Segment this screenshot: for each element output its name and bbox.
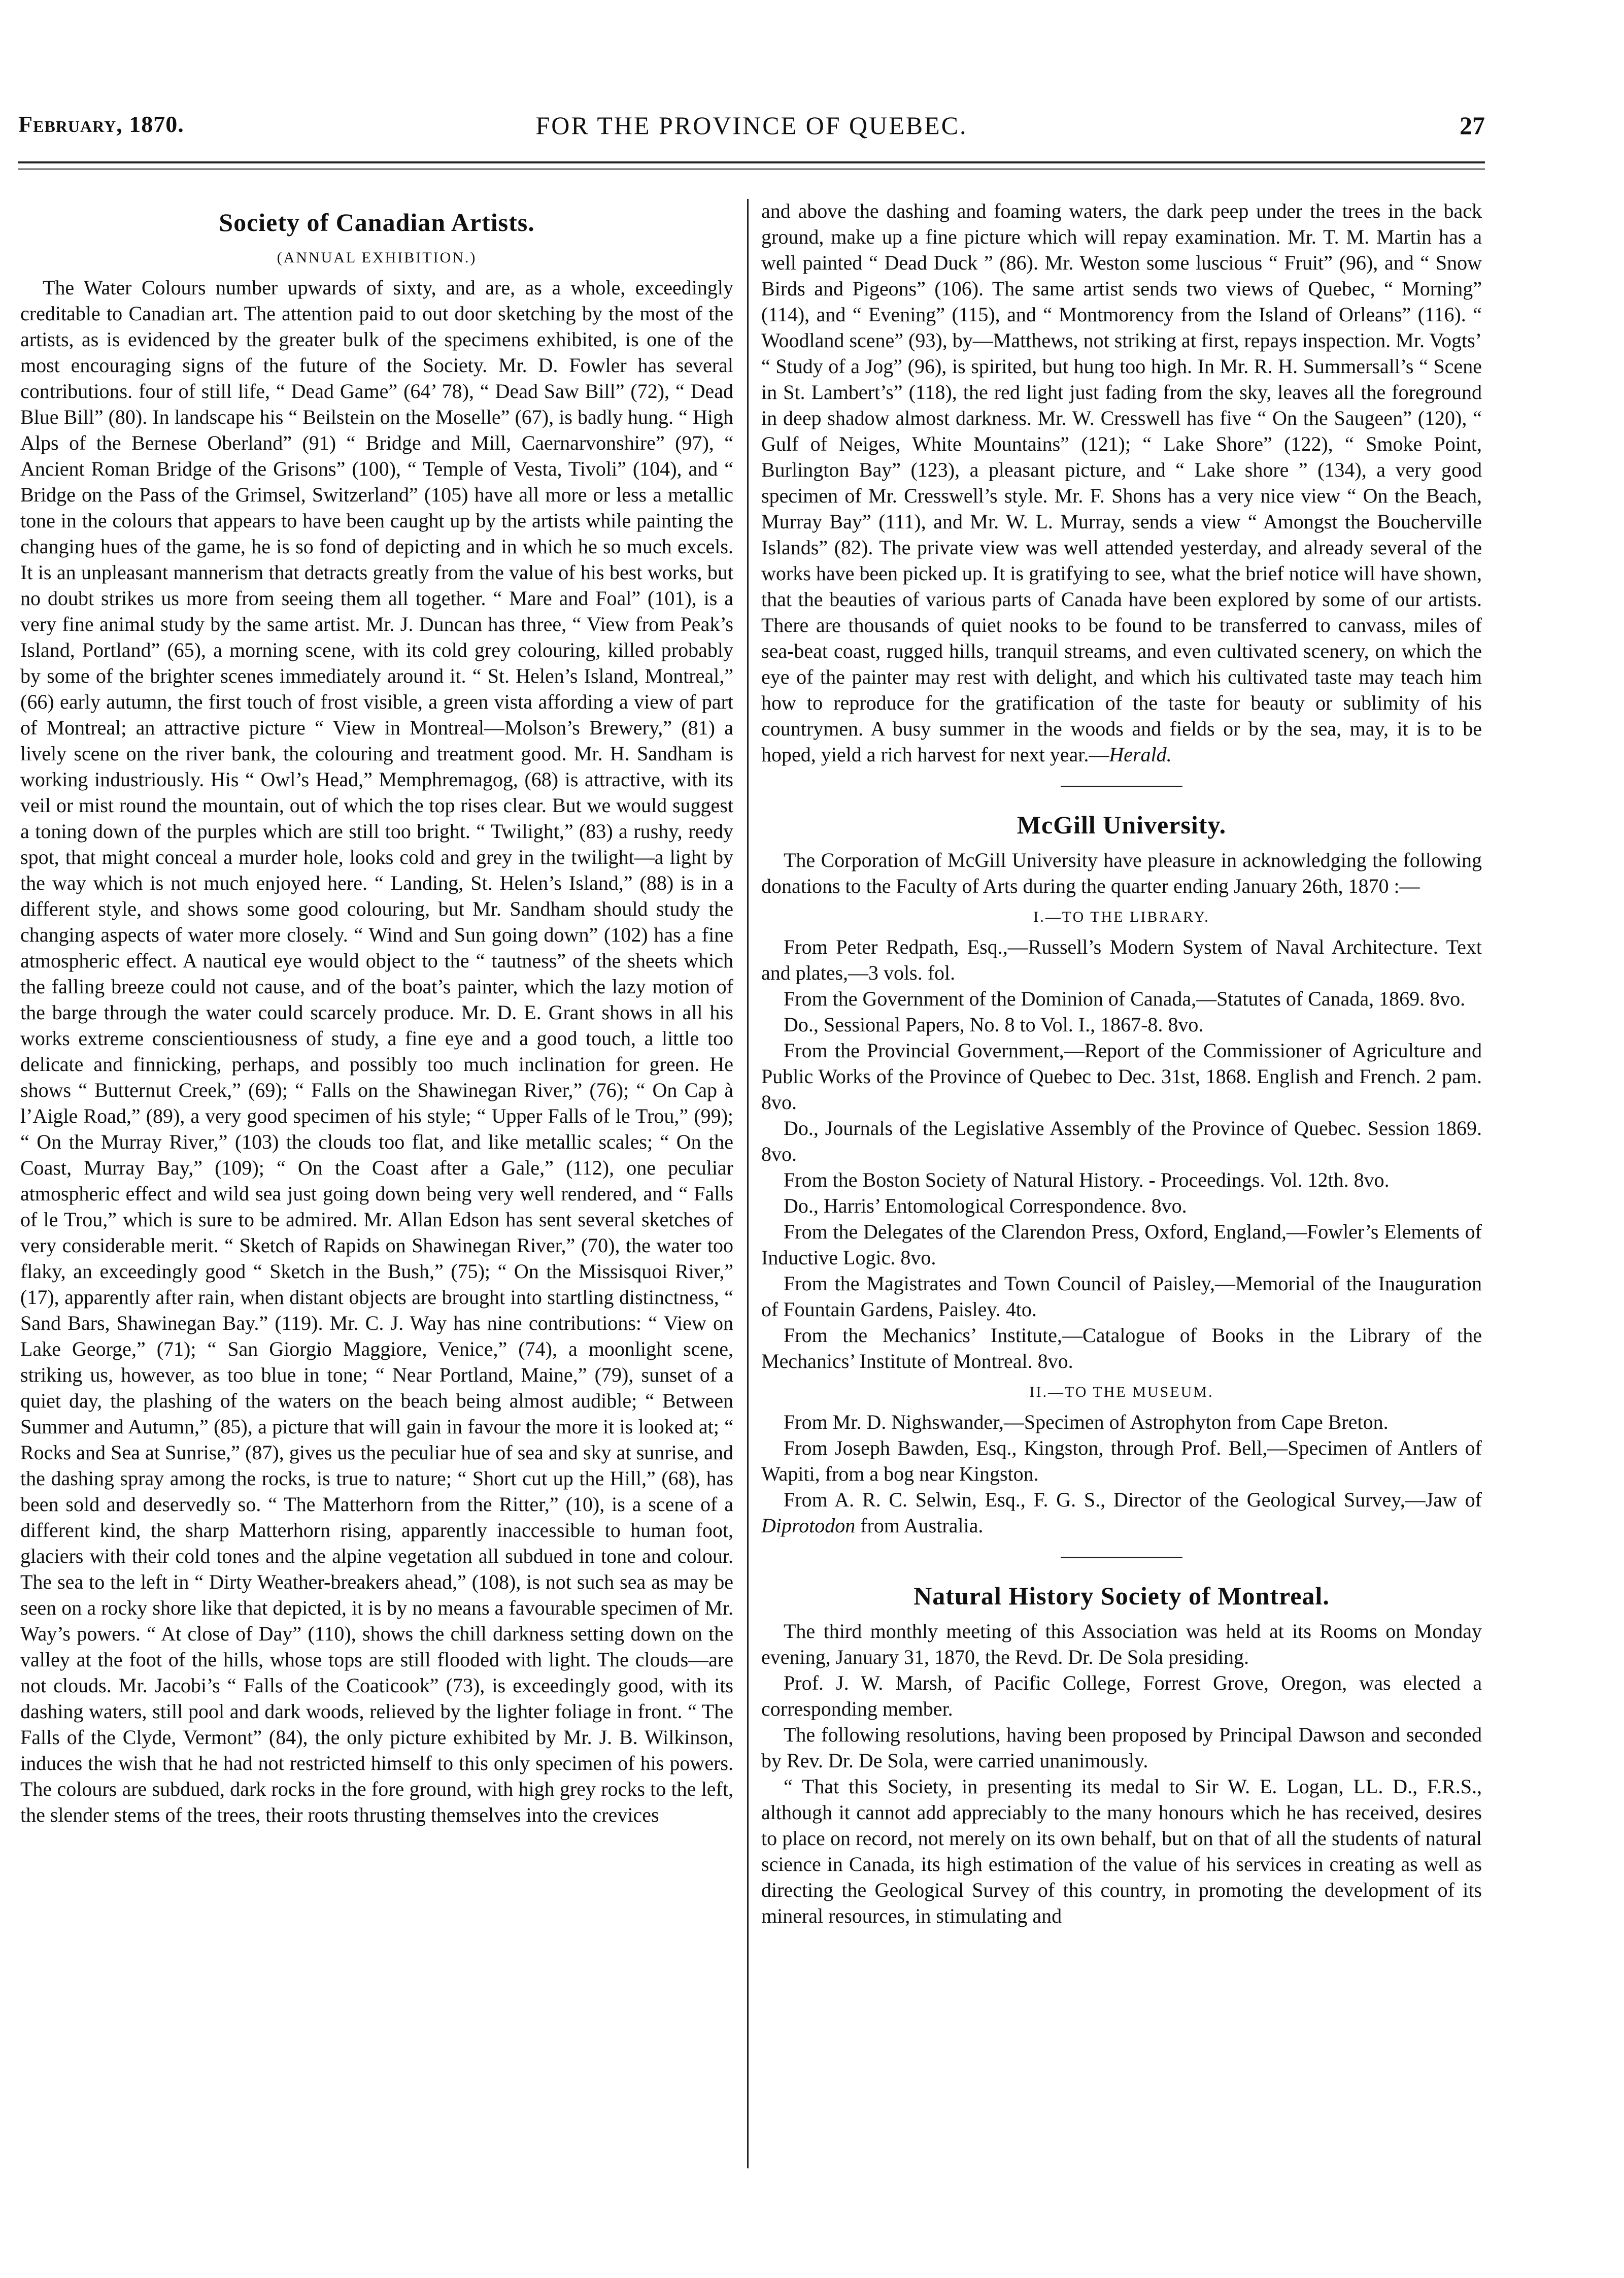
header-rule-thick [18, 161, 1485, 163]
natural-history-heading: Natural History Society of Montreal. [913, 1582, 1330, 1610]
library-item: From the Boston Society of Natural History. - Proceedings. Vol. 12th. 8vo. [784, 1168, 1390, 1191]
running-title: FOR THE PROVINCE OF QUEBEC. [535, 111, 968, 140]
natural-history-paragraph: The following resolutions, having been proposed by Principal Dawson and seconded by Rev. Dr. De Sola, were carried unanimously. [761, 1723, 1482, 1772]
page-number: 27 [1460, 111, 1485, 140]
header-rule-thin [18, 169, 1485, 170]
section-rule [1061, 786, 1182, 787]
artists-article-subheading: (ANNUAL EXHIBITION.) [277, 249, 477, 266]
library-heading: I.—TO THE LIBRARY. [1033, 909, 1210, 925]
library-item: Do., Sessional Papers, No. 8 to Vol. I., 1867-8. 8vo. [784, 1013, 1204, 1036]
issue-date: February, 1870. [18, 111, 184, 137]
library-item: From the Provincial Government,—Report of the Commissioner of Agriculture and Public Works of the Province of Quebec to Dec. 31st, 1868. English and French. 2 pam. 8vo. [761, 1039, 1482, 1114]
right-column [761, 198, 1482, 1929]
page-header [18, 111, 1485, 156]
continuation-text: and above the dashing and foaming waters, the dark peep under the trees in the back ground, make up a fine picture which will repay examination. Mr. T. M. Martin has a well painted “ Dead Duck ” (86). Mr. Weston some luscious “ Fruit” (96), and “ Snow Birds and Pigeons” (106). The same artist sends two views of Quebec, “ Morning” (114), and “ Evening” (115), and “ Montmorency from the Island of Orleans” (116). “ Woodland scene” (93), by—Matthews, not striking at first, repays inspection. Mr. Vogts’ “ Study of a Jog” (96), is spirited, but hung too high. In Mr. R. H. Summersall’s “ Scene in St. Lambert’s” (118), the red light just fading from the sky, leaves all the foreground in deep shadow almost darkness. Mr. W. Cresswell has five “ On the Saugeen” (120), “ Gulf of Neiges, White Mountains” (121); “ Lake Shore” (122), “ Smoke Point, Burlington Bay” (123), a pleasant picture, and “ Lake shore ” (134), a very good specimen of Mr. Cresswell’s style. Mr. F. Shons has a very nice view “ On the Beach, Murray Bay” (111), and Mr. W. L. Murray, sends a view “ Amongst the Boucherville Islands” (82). The private view was well attended yesterday, and already several of the works have been picked up. It is gratifying to see, what the brief notice will have shown, that the beauties of various parts of Canada have been explored by some of our artists. There are thousands of quiet nooks to be found to be transferred to canvass, miles of sea-beat coast, rugged hills, tranquil streams, and even cultivated scenery, on which the eye of the painter may rest with delight, and which his cultivated taste may teach him how to reproduce for the gratification of the taste for beauty or sublimity of his countrymen. A busy summer in the woods and fields or by the sea, may, it is to be hoped, yield a rich harvest for next year.— [761, 199, 1482, 766]
library-item: From the Government of the Dominion of Canada,—Statutes of Canada, 1869. 8vo. [784, 987, 1466, 1010]
library-item: Do., Journals of the Legislative Assembly of the Province of Quebec. Session 1869. 8vo. [761, 1117, 1482, 1165]
artists-article-body: The Water Colours number upwards of sixty, and are, as a whole, exceedingly creditable to Canadian art. The attention paid to out door sketching by the most of the artists, as is evidenced by the greater bulk of the specimens exhibited, is one of the most encouraging signs of the future of the Society. Mr. D. Fowler has several contributions. four of still life, “ Dead Game” (64’ 78), “ Dead Saw Bill” (72), “ Dead Blue Bill” (80). In landscape his “ Beilstein on the Moselle” (67), is badly hung. “ High Alps of the Bernese Oberland” (91) “ Bridge and Mill, Caernarvonshire” (97), “ Ancient Roman Bridge of the Grisons” (100), “ Temple of Vesta, Tivoli” (104), and “ Bridge on the Pass of the Grimsel, Switzerland” (105) have all more or less a metallic tone in the colours that appears to have been caught up by the artists while painting the changing hues of the game, he is so fond of depicting and in which he so much excels. It is an unpleasant mannerism that detracts greatly from the value of his best works, but no doubt strikes us more from seeing them all together. “ Mare and Foal” (101), is a very fine animal study by the same artist. Mr. J. Duncan has three, “ View from Peak’s Island, Portland” (65), a morning scene, with its cold grey colouring, killed probably by some of the brighter scenes immediately around it. “ St. Helen’s Island, Montreal,” (66) early autumn, the first touch of frost visible, a green vista affording a view of part of Montreal; an attractive picture “ View in Montreal—Molson’s Brewery,” (81) a lively scene on the river bank, the colouring and treatment good. Mr. H. Sandham is working industriously. His “ Owl’s Head,” Memphremagog, (68) is attractive, with its veil or mist round the mountain, out of which the top rises clear. But we would suggest a toning down of the purples which are still too bright. “ Twilight,” (83) a rushy, reedy spot, that might conceal a murder hole, looks cold and grey in the twilight—a light by the way which is not much enjoyed here. “ Landing, St. Helen’s Island,” (88) is in a different style, and shows some good colouring, but Mr. Sandham should study the changing aspects of water more closely. “ Wind and Sun going down” (102) has a fine atmospheric effect. A nautical eye would object to the “ tautness” of the sheets which the falling breeze could not cause, and of the boat’s painter, which the lazy motion of the barge through the water could scarcely produce. Mr. D. E. Grant shows in all his works extreme conscientiousness of study, a fine eye and a good touch, a little too delicate and finnicking, perhaps, and possibly too much inclination for green. He shows “ Butternut Creek,” (69); “ Falls on the Shawinegan River,” (76); “ On Cap à l’Aigle Road,” (89), a very good specimen of his style; “ Upper Falls of le Trou,” (99); “ On the Murray River,” (103) the clouds too flat, and like metallic scales; “ On the Coast, Murray Bay,” (109); “ On the Coast after a Gale,” (112), one peculiar atmospheric effect and wild sea just going down being very well rendered, and “ Falls of le Trou,” which is sure to be admired. Mr. Allan Edson has sent several sketches of very considerable merit. “ Sketch of Rapids on Shawinegan River,” (70), the water too flaky, an exceedingly good “ Sketch in the Bush,” (75); “ On the Missisquoi River,” (17), apparently after rain, when distant objects are brought into startling distinctness, “ Sand Bars, Shawinegan Bay.” (119). Mr. C. J. Way has nine contributions: “ View on Lake George,” (71); “ San Giorgio Maggiore, Venice,” (74), a moonlight scene, striking us, however, as too blue in tone; “ Near Portland, Maine,” (79), sunset of a quiet day, the plashing of the waters on the beach being almost audible; “ Between Summer and Autumn,” (85), a picture that will gain in favour the more it is looked at; “ Rocks and Sea at Sunrise,” (87), gives us the peculiar hue of sea and sky at sunrise, and the dashing spray among the rocks, is true to nature; “ Short cut up the Hill,” (68), has been sold and deservedly so. “ The Matterhorn from the Ritter,” (10), is a scene of a different kind, the sharp Matterhorn rising, apparently inaccessible to human foot, glaciers with their cold tones and the alpine vegetation all subdued in tone and colour. The sea to the left in “ Dirty Weather-breakers ahead,” (108), is not such sea as may be seen on a rocky shore like that depicted, it is by no means a favourable specimen of Mr. Way’s powers. “ At close of Day” (110), shows the chill darkness setting down on the valley at the foot of the hills, whose tops are still flooded with light. The clouds—are not clouds. Mr. Jacobi’s “ Falls of the Coaticook” (73), is exceedingly good, with its dashing waters, still pool and dark woods, relieved by the lighter foliage in front. “ The Falls of the Clyde, Vermont” (84), the only picture exhibited by Mr. J. B. Wilkinson, induces the wish that he had not restricted himself to this only specimen of his powers. The colours are subdued, dark rocks in the fore ground, with high grey rocks to the left, the slender stems of the trees, their roots thrusting themselves into the crevices [20, 276, 733, 1826]
museum-item-text-end: from Australia. [855, 1514, 984, 1537]
left-column [20, 198, 733, 1828]
library-item: From the Delegates of the Clarendon Press, Oxford, England,—Fowler’s Elements of Inductive Logic. 8vo. [761, 1220, 1482, 1269]
artists-article-continuation [761, 198, 1482, 767]
continuation-source: Herald. [1109, 743, 1172, 766]
museum-item [761, 1487, 1482, 1538]
column-divider [747, 199, 749, 2168]
museum-item: From Mr. D. Nighswander,—Specimen of Astrophyton from Cape Breton. [784, 1411, 1389, 1433]
museum-heading: II.—TO THE MUSEUM. [1029, 1384, 1214, 1400]
section-rule [1061, 1557, 1182, 1558]
library-item: Do., Harris’ Entomological Correspondence. 8vo. [784, 1194, 1187, 1217]
mcgill-intro: The Corporation of McGill University have pleasure in acknowledging the following donations to the Faculty of Arts during the quarter ending January 26th, 1870 :— [761, 849, 1482, 897]
artists-article-heading: Society of Canadian Artists. [219, 208, 535, 237]
library-item: From the Mechanics’ Institute,—Catalogue of Books in the Library of the Mechanics’ Institute of Montreal. 8vo. [761, 1324, 1482, 1372]
natural-history-paragraph: The third monthly meeting of this Association was held at its Rooms on Monday evening, January 31, 1870, the Revd. Dr. De Sola presiding. [761, 1620, 1482, 1668]
museum-item-text: From A. R. C. Selwin, Esq., F. G. S., Director of the Geological Survey,—Jaw of [784, 1488, 1482, 1511]
natural-history-paragraph: “ That this Society, in presenting its medal to Sir W. E. Logan, LL. D., F.R.S., although it cannot add appreciably to the many honours which he has received, desires to place on record, not merely on its own behalf, but on that of all the students of natural science in Canada, its high estimation of the value of his services in creating as well as directing the Geological Survey of this country, in promoting the development of its mineral resources, in stimulating and [761, 1775, 1482, 1927]
natural-history-paragraph: Prof. J. W. Marsh, of Pacific College, Forrest Grove, Oregon, was elected a corresponding member. [761, 1671, 1482, 1720]
library-item: From Peter Redpath, Esq.,—Russell’s Modern System of Naval Architecture. Text and plates,—3 vols. fol. [761, 935, 1482, 984]
museum-item-italic: Diprotodon [761, 1514, 856, 1537]
library-item: From the Magistrates and Town Council of Paisley,—Memorial of the Inauguration of Fountain Gardens, Paisley. 4to. [761, 1272, 1482, 1321]
museum-item: From Joseph Bawden, Esq., Kingston, through Prof. Bell,—Specimen of Antlers of Wapiti, from a bog near Kingston. [761, 1436, 1482, 1485]
mcgill-heading: McGill University. [1017, 811, 1227, 839]
